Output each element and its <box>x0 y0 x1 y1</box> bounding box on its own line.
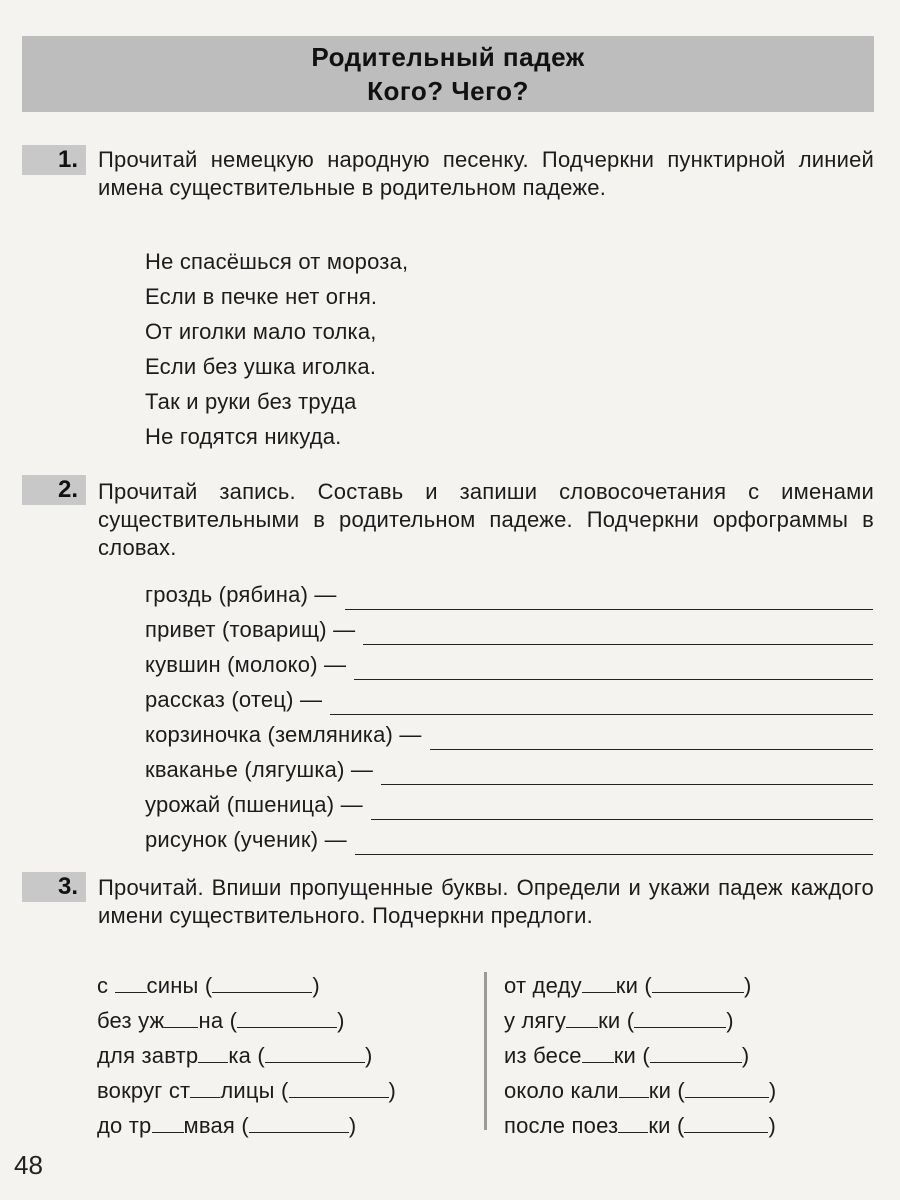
word-part: ки ( <box>648 1078 685 1103</box>
answer-line[interactable] <box>330 692 873 715</box>
word-part: от деду <box>504 973 582 998</box>
letter-blank[interactable] <box>115 974 147 993</box>
task-3-right-column <box>504 968 776 1143</box>
letter-blank[interactable] <box>566 1009 598 1028</box>
exercise-row <box>504 1038 776 1073</box>
case-blank[interactable] <box>652 974 744 993</box>
word-part: после поез <box>504 1113 619 1138</box>
word-part: сины ( <box>146 973 213 998</box>
word-part: у лягу <box>504 1008 567 1033</box>
word-part: до тр <box>97 1113 152 1138</box>
answer-line[interactable] <box>354 657 873 680</box>
closing-paren: ) <box>726 1008 734 1033</box>
poem-line: Если без ушка иголка. <box>145 354 377 379</box>
task-2-instruction: Прочитай запись. Составь и запиши словосочетания с именами существительными в родительном падеже. Подчеркни орфограммы в словах. <box>98 479 874 560</box>
case-blank[interactable] <box>265 1044 365 1063</box>
poem-line: Если в печке нет огня. <box>145 284 378 309</box>
closing-paren: ) <box>388 1078 397 1103</box>
answer-line[interactable] <box>381 762 873 785</box>
letter-blank[interactable] <box>619 1079 649 1098</box>
word-part: ка ( <box>228 1043 265 1068</box>
case-blank[interactable] <box>634 1009 726 1028</box>
letter-blank[interactable] <box>152 1114 184 1133</box>
task-1-poem <box>145 244 408 454</box>
phrase-row <box>145 610 873 645</box>
letter-blank[interactable] <box>582 1044 614 1063</box>
letter-blank[interactable] <box>618 1114 648 1133</box>
task-3-instruction: Прочитай. Впиши пропущенные буквы. Определи и укажи падеж каждого имени существительного. Подчеркни предлоги. <box>98 875 874 928</box>
phrase-text: рисунок (ученик) — <box>145 827 347 852</box>
closing-paren: ) <box>768 1078 777 1103</box>
page-title <box>22 40 874 108</box>
exercise-row <box>504 1003 776 1038</box>
phrase-row <box>145 715 873 750</box>
phrase-row <box>145 750 873 785</box>
word-part: с <box>97 973 115 998</box>
exercise-row <box>504 1073 776 1108</box>
poem-line: От иголки мало толка, <box>145 319 377 344</box>
poem-line: Не годятся никуда. <box>145 424 342 449</box>
poem-line: Так и руки без труда <box>145 389 357 414</box>
word-part: из бесе <box>504 1043 582 1068</box>
exercise-row <box>97 1038 396 1073</box>
task-3-number: 3. <box>57 873 78 900</box>
closing-paren: ) <box>768 1113 777 1138</box>
phrase-text: урожай (пшеница) — <box>145 792 363 817</box>
letter-blank[interactable] <box>190 1079 220 1098</box>
word-part: около кали <box>504 1078 619 1103</box>
case-blank[interactable] <box>289 1079 389 1098</box>
closing-paren: ) <box>337 1008 345 1033</box>
phrase-row <box>145 785 873 820</box>
case-blank[interactable] <box>684 1114 768 1133</box>
word-part: ки ( <box>613 1043 650 1068</box>
task-3-left-column <box>97 968 396 1143</box>
exercise-row <box>97 968 396 1003</box>
answer-line[interactable] <box>345 587 873 610</box>
poem-line: Не спасёшься от мороза, <box>145 249 409 274</box>
closing-paren: ) <box>743 973 752 998</box>
word-part: ки ( <box>598 1008 635 1033</box>
task-2-phrase-list <box>145 575 873 855</box>
exercise-row <box>504 1108 776 1143</box>
exercise-row <box>97 1073 396 1108</box>
closing-paren: ) <box>741 1043 750 1068</box>
word-part: на ( <box>198 1008 238 1033</box>
title-line-2: Кого? Чего? <box>367 76 529 106</box>
word-part: вокруг ст <box>97 1078 191 1103</box>
phrase-row <box>145 680 873 715</box>
exercise-row <box>504 968 776 1003</box>
word-part: ки ( <box>648 1113 685 1138</box>
answer-line[interactable] <box>371 797 873 820</box>
answer-line[interactable] <box>363 622 873 645</box>
exercise-row <box>97 1003 396 1038</box>
case-blank[interactable] <box>249 1114 349 1133</box>
title-line-1: Родительный падеж <box>311 42 585 72</box>
column-divider <box>484 972 487 1130</box>
phrase-text: привет (товарищ) — <box>145 617 356 642</box>
phrase-text: корзиночка (земляника) — <box>145 722 422 747</box>
letter-blank[interactable] <box>164 1009 198 1028</box>
letter-blank[interactable] <box>198 1044 228 1063</box>
task-2-number: 2. <box>57 476 78 503</box>
word-part: мвая ( <box>183 1113 249 1138</box>
closing-paren: ) <box>312 973 320 998</box>
phrase-row <box>145 820 873 855</box>
answer-line[interactable] <box>355 832 873 855</box>
word-part: без уж <box>97 1008 165 1033</box>
word-part: для завтр <box>97 1043 199 1068</box>
phrase-text: рассказ (отец) — <box>145 687 323 712</box>
phrase-text: гроздь (рябина) — <box>145 582 337 607</box>
phrase-row <box>145 575 873 610</box>
case-blank[interactable] <box>650 1044 742 1063</box>
case-blank[interactable] <box>237 1009 337 1028</box>
phrase-row <box>145 645 873 680</box>
exercise-row <box>97 1108 396 1143</box>
answer-line[interactable] <box>430 727 873 750</box>
task-1-number: 1. <box>57 146 78 173</box>
phrase-text: кваканье (лягушка) — <box>145 757 374 782</box>
closing-paren: ) <box>348 1113 357 1138</box>
page-number: 48 <box>14 1150 43 1180</box>
task-1-instruction: Прочитай немецкую народную песенку. Подчеркни пунктирной линией имена существительные в родительном падеже. <box>98 147 874 200</box>
phrase-text: кувшин (молоко) — <box>145 652 347 677</box>
closing-paren: ) <box>364 1043 373 1068</box>
case-blank[interactable] <box>212 974 312 993</box>
letter-blank[interactable] <box>582 974 616 993</box>
word-part: лицы ( <box>220 1078 289 1103</box>
case-blank[interactable] <box>685 1079 769 1098</box>
word-part: ки ( <box>615 973 652 998</box>
